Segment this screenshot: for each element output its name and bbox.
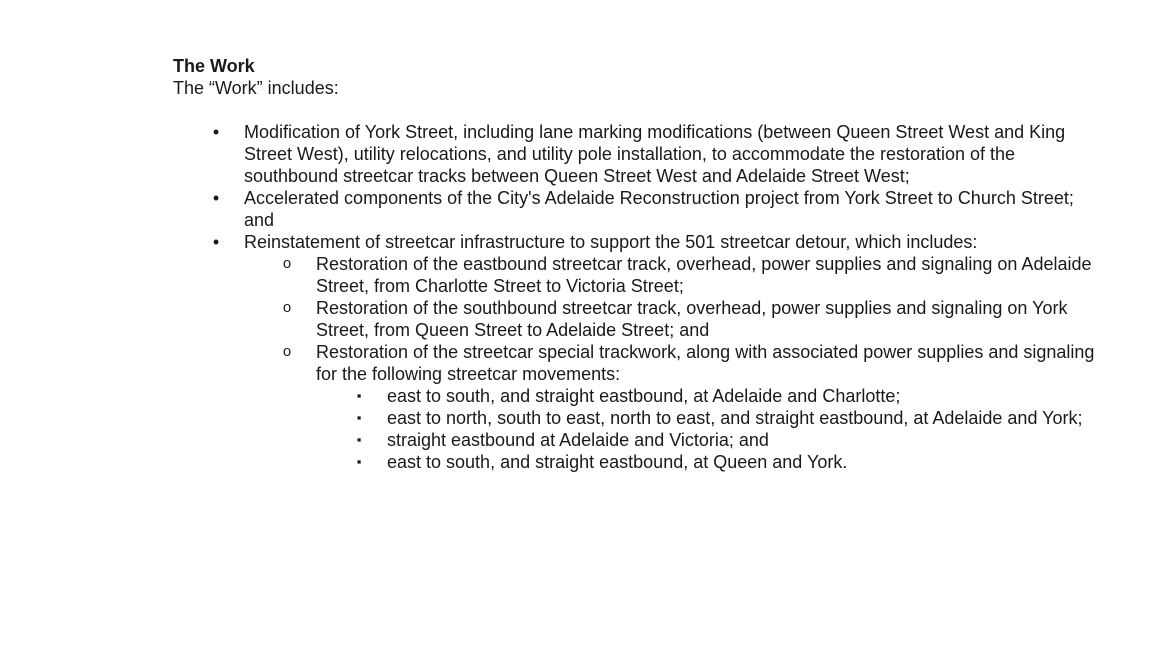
sub-list-item-text: Restoration of the eastbound streetcar track, overhead, power supplies and signaling on Adelaide Street, from Charlotte Street to Victoria Street; [316, 254, 1092, 296]
sub-sub-list-item [316, 451, 1103, 473]
circle-bullet-icon: o [282, 299, 292, 316]
list-item [173, 231, 1103, 473]
sub-list-item-text: Restoration of the southbound streetcar track, overhead, power supplies and signaling on York Street, from Queen Street to Adelaide Street; and [316, 298, 1068, 340]
list-item-text: Modification of York Street, including lane marking modifications (between Queen Street West and King Street West), utility relocations, and utility pole installation, to accommodate the restoration of the southbound streetcar tracks between Queen Street West and Adelaide Street West; [244, 122, 1066, 186]
square-bullet-icon: ▪ [356, 432, 362, 447]
work-list [173, 121, 1103, 473]
circle-bullet-icon: o [282, 343, 292, 360]
sub-list-item [244, 297, 1103, 341]
sub-sub-list-item [316, 385, 1103, 407]
sub-sub-list-item-text: east to north, south to east, north to east, and straight eastbound, at Adelaide and York; [387, 408, 1083, 428]
sub-sub-list-item-text: east to south, and straight eastbound, at Queen and York. [387, 452, 848, 472]
list-item [173, 121, 1103, 187]
sub-sub-list-item-text: straight eastbound at Adelaide and Victoria; and [387, 430, 769, 450]
sub-sub-list-item [316, 407, 1103, 429]
sub-sub-list [316, 385, 1103, 473]
sub-list-item [244, 253, 1103, 297]
list-item-text: Accelerated components of the City's Adelaide Reconstruction project from York Street to Church Street; and [244, 188, 1074, 230]
square-bullet-icon: ▪ [356, 454, 362, 469]
section-heading: The Work [173, 56, 255, 76]
list-item [173, 187, 1103, 231]
sub-sub-list-item-text: east to south, and straight eastbound, at Adelaide and Charlotte; [387, 386, 901, 406]
sub-list-item-text: Restoration of the streetcar special trackwork, along with associated power supplies and signaling for the following streetcar movements: [316, 342, 1095, 384]
list-item-text: Reinstatement of streetcar infrastructure to support the 501 streetcar detour, which includes: [244, 232, 978, 252]
bullet-icon: • [212, 188, 220, 208]
sub-sub-list-item [316, 429, 1103, 451]
bullet-icon: • [212, 232, 220, 252]
bullet-icon: • [212, 122, 220, 142]
sub-list [244, 253, 1103, 473]
square-bullet-icon: ▪ [356, 410, 362, 425]
circle-bullet-icon: o [282, 255, 292, 272]
sub-list-item [244, 341, 1103, 473]
intro-text: The “Work” includes: [173, 78, 339, 98]
document-page [173, 55, 1103, 473]
square-bullet-icon: ▪ [356, 388, 362, 403]
